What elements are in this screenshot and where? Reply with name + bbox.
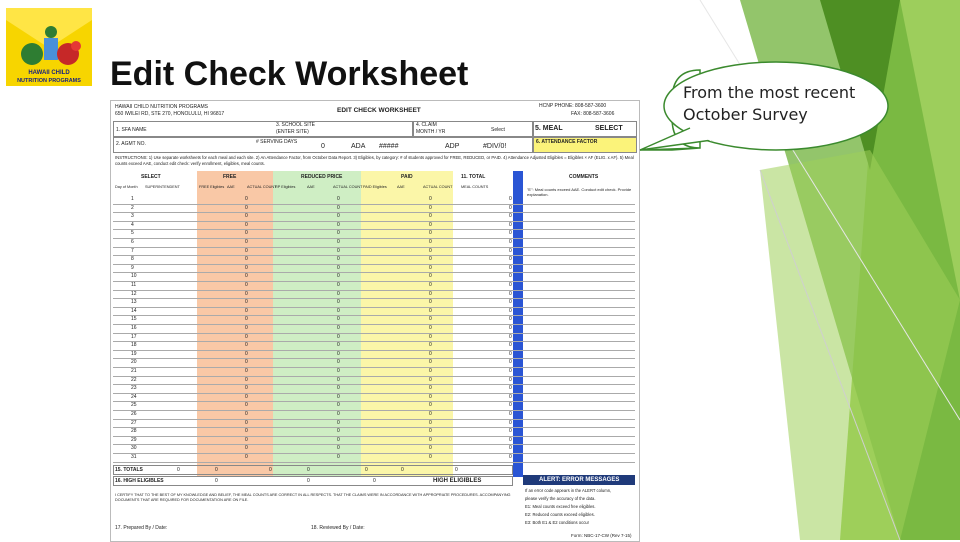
row-value: 0 (337, 368, 340, 374)
row-value: 0 (429, 359, 432, 366)
row-value: 0 (509, 247, 512, 254)
row-value: 0 (429, 221, 432, 228)
row-value: 0 (245, 204, 248, 211)
row-value: 0 (245, 282, 248, 288)
row-value: 0 (429, 273, 432, 280)
row-value: 0 (429, 325, 432, 331)
row-value: 0 (337, 221, 340, 228)
row-value: 0 (429, 230, 432, 237)
row-value: 0 (337, 204, 340, 211)
row-value: 0 (337, 419, 340, 426)
row-value: 0 (245, 264, 248, 271)
col-reduced: REDUCED PRICE (301, 174, 343, 180)
row-value: 0 (509, 385, 512, 392)
day-label: 7 (131, 247, 134, 254)
agmt-label: 2. AGMT NO. (116, 141, 146, 147)
serving-days-label: # SERVING DAYS (256, 139, 298, 145)
total-value: 0 (307, 467, 310, 473)
day-label: 18 (131, 342, 137, 349)
row-value: 0 (245, 307, 248, 314)
day-label: 1 (131, 196, 134, 202)
high-eligible-value: 0 (373, 478, 376, 484)
adp-label: ADP (445, 143, 460, 150)
row-value: 0 (245, 359, 248, 366)
row-value: 0 (429, 307, 432, 314)
callout-text: From the most recent October Survey (683, 83, 856, 124)
row-value: 0 (509, 454, 512, 460)
row-value: 0 (429, 402, 432, 409)
alert-line: E2: Reduced counts exceed eligibles. (525, 512, 595, 517)
row-value: 0 (337, 402, 340, 409)
day-label: 23 (131, 385, 137, 392)
row-value: 0 (245, 419, 248, 426)
row-value: 0 (429, 333, 432, 340)
day-label: 17 (131, 333, 137, 340)
worksheet-title: EDIT CHECK WORKSHEET (337, 107, 421, 114)
col-select[interactable]: SELECT (141, 174, 161, 180)
row-value: 0 (429, 290, 432, 297)
row-value: 0 (509, 436, 512, 443)
row-value: 0 (429, 264, 432, 271)
sub-header: AAE (307, 185, 315, 189)
row-value: 0 (509, 282, 512, 288)
day-label: 21 (131, 368, 137, 374)
day-label: 4 (131, 221, 134, 228)
row-value: 0 (509, 307, 512, 314)
row-value: 0 (429, 368, 432, 374)
day-label: 26 (131, 411, 137, 417)
row-value: 0 (245, 325, 248, 331)
day-label: 16 (131, 325, 137, 331)
row-value: 0 (509, 264, 512, 271)
total-value: 0 (401, 467, 404, 473)
total-value: 0 (269, 467, 272, 473)
total-value: 0 (365, 467, 368, 473)
day-label: 15 (131, 316, 137, 323)
row-value: 0 (429, 428, 432, 435)
day-label: 28 (131, 428, 137, 435)
reviewed-by[interactable]: 18. Reviewed By / Date: (311, 525, 365, 531)
high-eligible-value: 0 (215, 478, 218, 484)
sub-header: ACTUAL COUNT (247, 185, 277, 189)
row-value: 0 (429, 436, 432, 443)
row-value: 0 (337, 282, 340, 288)
day-label: 12 (131, 290, 137, 297)
row-value: 0 (429, 204, 432, 211)
row-value: 0 (337, 264, 340, 271)
meal-select[interactable]: SELECT (595, 125, 623, 132)
row-value: 0 (245, 230, 248, 237)
row-value: 0 (245, 316, 248, 323)
alert-line: If an error code appears in the ALERT column, (525, 488, 612, 493)
sub-header: RP Eligibles (275, 185, 296, 189)
row-value: 0 (245, 342, 248, 349)
row-value: 0 (509, 221, 512, 228)
sub-header: ACTUAL COUNT (333, 185, 363, 189)
slide-title: Edit Check Worksheet (110, 55, 469, 93)
row-value: 0 (429, 393, 432, 400)
row-value: 0 (245, 290, 248, 297)
sub-header: Day of Month (115, 185, 138, 189)
fax: FAX: 808-587-3606 (571, 111, 615, 117)
row-value: 0 (509, 213, 512, 220)
row-value: 0 (245, 247, 248, 254)
day-label: 5 (131, 230, 134, 237)
row-value: 0 (509, 419, 512, 426)
day-label: 6 (131, 239, 134, 245)
alert-line: E1: Meal counts exceed free eligibles. (525, 504, 596, 509)
row-value: 0 (245, 213, 248, 220)
row-value: 0 (429, 411, 432, 417)
row-value: 0 (337, 436, 340, 443)
adp-value: #DIV/0! (483, 143, 507, 150)
row-value: 0 (509, 273, 512, 280)
totals-label: 15. TOTALS (115, 467, 143, 473)
day-label: 10 (131, 273, 137, 280)
day-label: 2 (131, 204, 134, 211)
row-value: 0 (429, 454, 432, 460)
claim-label: 4. CLAIM (416, 122, 437, 128)
total-value: 0 (177, 467, 180, 473)
row-value: 0 (509, 428, 512, 435)
sub-header: MEAL COUNTS (461, 185, 489, 189)
row-value: 0 (337, 230, 340, 237)
row-value: 0 (429, 342, 432, 349)
row-value: 0 (337, 239, 340, 245)
row-value: 0 (245, 445, 248, 452)
row-value: 0 (245, 393, 248, 400)
total-value: 0 (215, 467, 218, 473)
form-number: Form: NBC-17-CW (Rev 7-15) (571, 533, 632, 538)
row-value: 0 (245, 299, 248, 306)
sub-header: SUPERINTENDENT (145, 185, 180, 189)
claim-month: MONTH / YR (416, 129, 446, 135)
row-value: 0 (245, 196, 248, 202)
row-value: 0 (509, 325, 512, 331)
row-value: 0 (245, 454, 248, 460)
row-value: 0 (509, 350, 512, 357)
day-label: 29 (131, 436, 137, 443)
row-value: 0 (245, 411, 248, 417)
row-value: 0 (337, 393, 340, 400)
row-value: 0 (245, 428, 248, 435)
row-value: 0 (337, 411, 340, 417)
ada-label: ADA (351, 143, 366, 150)
row-value: 0 (509, 239, 512, 245)
row-value: 0 (337, 428, 340, 435)
day-label: 22 (131, 376, 137, 383)
day-label: 14 (131, 307, 137, 314)
row-value: 0 (337, 342, 340, 349)
alert-title: ALERT: ERROR MESSAGES (539, 477, 620, 483)
row-value: 0 (509, 290, 512, 297)
row-value: 0 (337, 325, 340, 331)
row-value: 0 (429, 196, 432, 202)
comments-sub: "E": Meal counts exceed AAE. Conduct edit check. Provide explanation. (527, 187, 632, 197)
instructions: INSTRUCTIONS: 1) Use separate worksheets for each meal and each site. 2) An Attendance Factor, from October Data Report. 3) Eligibles, by category: # of students approved for FREE, REDUCED, or PAID. 4) Attendance Adjusted Eligibles = Eligibles × AF (ELIG. x AF). 5) Meal counts exceed AAE, conduct edit check: verify enrollment, eligibles, meal counts. (115, 155, 634, 166)
row-value: 0 (337, 299, 340, 306)
row-value: 0 (245, 333, 248, 340)
row-value: 0 (245, 436, 248, 443)
alert-line: E3: Both E1 & E2 conditions occur (525, 520, 590, 525)
row-value: 0 (245, 273, 248, 280)
attendance-label: 6. ATTENDANCE FACTOR (536, 139, 598, 145)
row-value: 0 (509, 256, 512, 263)
row-value: 0 (245, 350, 248, 357)
row-value: 0 (509, 445, 512, 452)
row-value: 0 (429, 213, 432, 220)
row-value: 0 (509, 230, 512, 237)
row-value: 0 (429, 385, 432, 392)
row-value: 0 (429, 299, 432, 306)
row-value: 0 (337, 445, 340, 452)
ada-value: ##### (379, 143, 399, 150)
row-value: 0 (509, 368, 512, 374)
claim-select[interactable]: Select (491, 127, 505, 133)
row-value: 0 (509, 316, 512, 323)
day-label: 3 (131, 213, 134, 220)
row-value: 0 (337, 376, 340, 383)
day-label: 8 (131, 256, 134, 263)
row-value: 0 (337, 247, 340, 254)
row-value: 0 (429, 316, 432, 323)
sfa-label: 1. SFA NAME (116, 127, 147, 133)
row-value: 0 (509, 342, 512, 349)
row-value: 0 (429, 445, 432, 452)
col-total: 11. TOTAL (461, 174, 486, 180)
sub-header: AAE (397, 185, 405, 189)
row-value: 0 (245, 385, 248, 392)
row-value: 0 (429, 419, 432, 426)
row-value: 0 (337, 256, 340, 263)
total-value: 0 (455, 467, 458, 473)
row-value: 0 (245, 368, 248, 374)
row-value: 0 (509, 299, 512, 306)
row-value: 0 (509, 402, 512, 409)
high-eligible-value: 0 (307, 478, 310, 484)
day-label: 30 (131, 445, 137, 452)
org-name: HAWAII CHILD NUTRITION PROGRAMS (115, 104, 208, 110)
high-eligibles-label: 16. HIGH ELIGIBLES (115, 478, 164, 484)
day-label: 9 (131, 264, 134, 271)
alert-line: please verify the accuracy of the data. (525, 496, 596, 501)
row-value: 0 (245, 402, 248, 409)
col-comments: COMMENTS (569, 174, 599, 180)
row-value: 0 (429, 256, 432, 263)
row-value: 0 (429, 247, 432, 254)
school-placeholder: (ENTER SITE) (276, 129, 309, 135)
row-value: 0 (245, 239, 248, 245)
sub-header: AAE (227, 185, 235, 189)
row-value: 0 (337, 273, 340, 280)
row-value: 0 (337, 359, 340, 366)
row-value: 0 (509, 359, 512, 366)
day-label: 13 (131, 299, 137, 306)
row-value: 0 (337, 350, 340, 357)
day-label: 20 (131, 359, 137, 366)
row-value: 0 (429, 282, 432, 288)
day-label: 31 (131, 454, 137, 460)
high-eligibles-right: HIGH ELIGIBLES (433, 478, 482, 484)
col-free: FREE (223, 174, 237, 180)
org-address: 650 IWILEI RD, STE 270, HONOLULU, HI 96817 (115, 111, 225, 117)
row-value: 0 (337, 307, 340, 314)
row-value: 0 (429, 239, 432, 245)
row-value: 0 (337, 333, 340, 340)
col-paid: PAID (401, 174, 413, 180)
day-label: 27 (131, 419, 137, 426)
sub-header: ACTUAL COUNT (423, 185, 453, 189)
row-value: 0 (337, 196, 340, 202)
row-value: 0 (245, 256, 248, 263)
prepared-by[interactable]: 17. Prepared By / Date: (115, 525, 168, 531)
day-label: 24 (131, 393, 137, 400)
row-value: 0 (245, 221, 248, 228)
row-value: 0 (509, 376, 512, 383)
row-value: 0 (337, 213, 340, 220)
meal-label: 5. MEAL (535, 125, 563, 132)
row-value: 0 (509, 196, 512, 202)
day-label: 19 (131, 350, 137, 357)
logo-line2: NUTRITION PROGRAMS (17, 78, 81, 84)
day-label: 11 (131, 282, 137, 288)
serving-days-value: 0 (321, 143, 325, 150)
row-value: 0 (337, 385, 340, 392)
sub-header: FREE Eligibles (199, 185, 225, 189)
row-value: 0 (509, 333, 512, 340)
row-value: 0 (509, 393, 512, 400)
row-value: 0 (429, 376, 432, 383)
row-value: 0 (337, 290, 340, 297)
sub-header: PAID Eligibles (363, 185, 387, 189)
logo-line1: HAWAII CHILD (28, 70, 70, 76)
row-value: 0 (509, 411, 512, 417)
row-value: 0 (509, 204, 512, 211)
footer-note: I CERTIFY THAT TO THE BEST OF MY KNOWLEDGE AND BELIEF, THE MEAL COUNTS ARE CORRECT IN ALL RESPECTS. THAT THE CLAIMS WERE IN ACCORDANCE WITH APPROPRIATE PROCEDURES. ACCOMPANYING DOCUMENTS THAT ARE REQUIRED FOR DOCUMENTATION ARE ON FILE. (115, 493, 511, 502)
row-value: 0 (429, 350, 432, 357)
school-label: 3. SCHOOL SITE (276, 122, 315, 128)
row-value: 0 (337, 454, 340, 460)
row-value: 0 (245, 376, 248, 383)
row-value: 0 (337, 316, 340, 323)
day-label: 25 (131, 402, 137, 409)
phone: HCNP PHONE: 808-587-3600 (539, 103, 607, 109)
